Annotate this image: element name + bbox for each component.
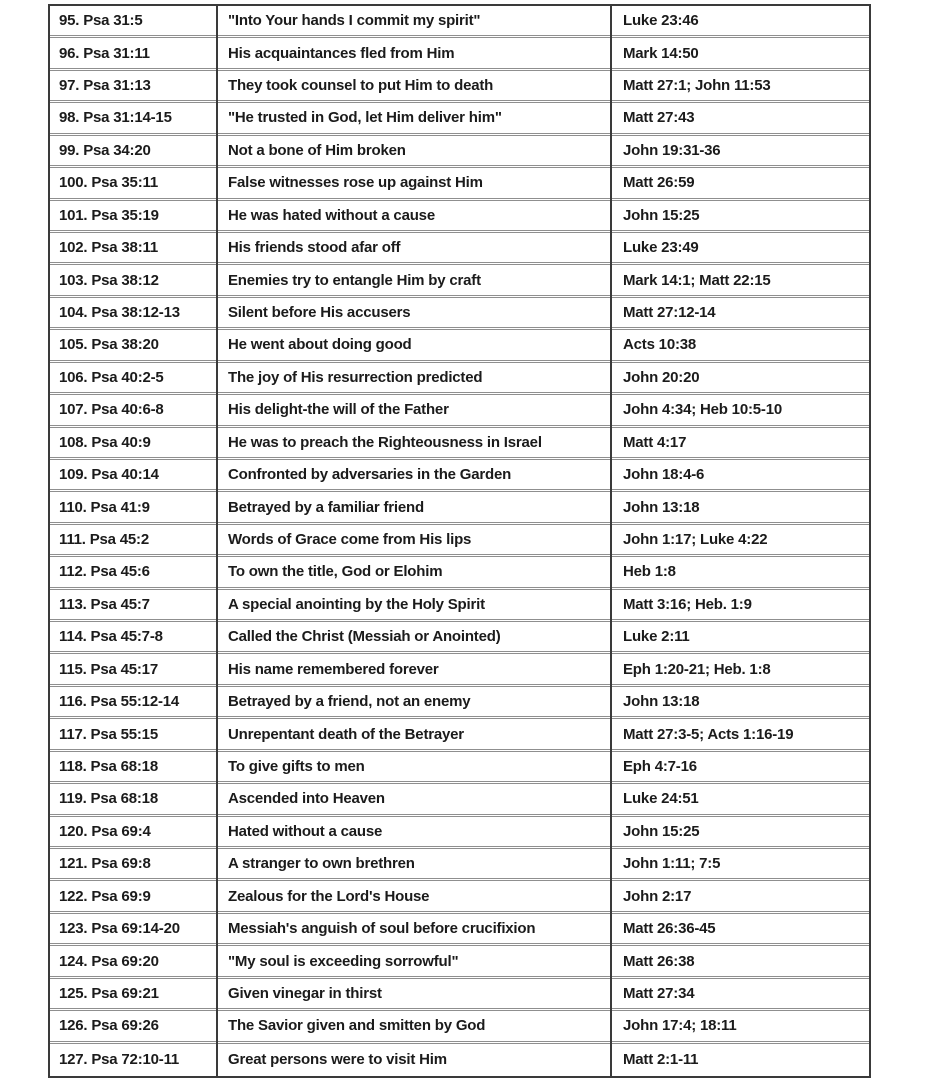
fulfillment-cell: Matt 27:1; John 11:53: [623, 77, 771, 95]
fulfillment-cell: Matt 26:38: [623, 952, 695, 970]
psalm-reference-cell: 108. Psa 40:9: [59, 433, 151, 451]
table-row: [50, 881, 869, 913]
psalm-reference-cell: 124. Psa 69:20: [59, 952, 159, 970]
table-row: [50, 557, 869, 589]
table-row: [50, 136, 869, 168]
prophecy-cell: The Savior given and smitten by God: [228, 1017, 486, 1035]
fulfillment-cell: John 13:18: [623, 498, 700, 516]
fulfillment-cell: John 20:20: [623, 368, 700, 386]
psalm-reference-cell: 114. Psa 45:7-8: [59, 628, 163, 646]
prophecy-cell: "Into Your hands I commit my spirit": [228, 12, 481, 30]
prophecy-cell: Silent before His accusers: [228, 304, 411, 322]
prophecy-cell: "He trusted in God, let Him deliver him": [228, 109, 502, 127]
table-row: [50, 914, 869, 946]
prophecy-cell: False witnesses rose up against Him: [228, 174, 483, 192]
fulfillment-cell: Eph 4:7-16: [623, 757, 697, 775]
prophecy-table-rows: [50, 6, 869, 1076]
table-row: [50, 363, 869, 395]
column-divider-2: [610, 6, 612, 1076]
table-row: [50, 428, 869, 460]
psalm-reference-cell: 122. Psa 69:9: [59, 887, 151, 905]
psalm-reference-cell: 123. Psa 69:14-20: [59, 920, 180, 938]
fulfillment-cell: John 2:17: [623, 887, 692, 905]
psalm-reference-cell: 95. Psa 31:5: [59, 12, 143, 30]
psalm-reference-cell: 117. Psa 55:15: [59, 725, 158, 743]
table-row: [50, 233, 869, 265]
fulfillment-cell: Mark 14:50: [623, 44, 699, 62]
psalm-reference-cell: 111. Psa 45:2: [59, 530, 149, 548]
psalm-reference-cell: 99. Psa 34:20: [59, 141, 151, 159]
table-row: [50, 103, 869, 135]
fulfillment-cell: Matt 4:17: [623, 433, 687, 451]
prophecy-cell: Confronted by adversaries in the Garden: [228, 466, 512, 484]
psalm-reference-cell: 127. Psa 72:10-11: [59, 1051, 180, 1069]
table-row: [50, 752, 869, 784]
table-row: [50, 590, 869, 622]
prophecy-cell: His name remembered forever: [228, 660, 439, 678]
fulfillment-cell: John 15:25: [623, 206, 700, 224]
fulfillment-cell: Matt 27:43: [623, 109, 695, 127]
prophecy-cell: His acquaintances fled from Him: [228, 44, 455, 62]
fulfillment-cell: Matt 3:16; Heb. 1:9: [623, 595, 752, 613]
psalm-reference-cell: 110. Psa 41:9: [59, 498, 150, 516]
psalm-reference-cell: 101. Psa 35:19: [59, 206, 159, 224]
table-row: [50, 395, 869, 427]
psalm-reference-cell: 104. Psa 38:12-13: [59, 304, 180, 322]
table-row: [50, 622, 869, 654]
prophecy-cell: Not a bone of Him broken: [228, 141, 406, 159]
column-divider-1: [216, 6, 218, 1076]
psalm-reference-cell: 109. Psa 40:14: [59, 466, 159, 484]
psalm-reference-cell: 103. Psa 38:12: [59, 271, 159, 289]
table-row: [50, 719, 869, 751]
fulfillment-cell: John 1:11; 7:5: [623, 855, 721, 873]
prophecy-cell: "My soul is exceeding sorrowful": [228, 952, 459, 970]
table-row: [50, 817, 869, 849]
table-row: [50, 298, 869, 330]
prophecy-cell: A stranger to own brethren: [228, 855, 415, 873]
table-row: [50, 460, 869, 492]
table-row: [50, 784, 869, 816]
prophecy-cell: The joy of His resurrection predicted: [228, 368, 483, 386]
table-row: [50, 1044, 869, 1076]
fulfillment-cell: Matt 2:1-11: [623, 1051, 699, 1069]
psalm-reference-cell: 115. Psa 45:17: [59, 660, 158, 678]
fulfillment-cell: Matt 27:3-5; Acts 1:16-19: [623, 725, 794, 743]
psalm-reference-cell: 97. Psa 31:13: [59, 77, 151, 95]
fulfillment-cell: John 17:4; 18:11: [623, 1017, 737, 1035]
prophecy-cell: Words of Grace come from His lips: [228, 530, 472, 548]
table-row: [50, 492, 869, 524]
table-row: [50, 6, 869, 38]
table-row: [50, 1011, 869, 1043]
table-row: [50, 201, 869, 233]
prophecy-cell: A special anointing by the Holy Spirit: [228, 595, 485, 613]
fulfillment-cell: Acts 10:38: [623, 336, 697, 354]
fulfillment-cell: John 4:34; Heb 10:5-10: [623, 401, 782, 419]
prophecy-cell: He went about doing good: [228, 336, 412, 354]
prophecy-cell: Unrepentant death of the Betrayer: [228, 725, 464, 743]
fulfillment-cell: Luke 23:46: [623, 12, 699, 30]
prophecy-cell: To give gifts to men: [228, 757, 365, 775]
table-row: [50, 687, 869, 719]
table-row: [50, 265, 869, 297]
fulfillment-cell: Heb 1:8: [623, 563, 676, 581]
psalm-reference-cell: 119. Psa 68:18: [59, 790, 158, 808]
psalm-reference-cell: 120. Psa 69:4: [59, 822, 151, 840]
fulfillment-cell: Matt 27:12-14: [623, 304, 716, 322]
fulfillment-cell: Matt 26:59: [623, 174, 695, 192]
prophecy-table: [48, 4, 871, 1078]
psalm-reference-cell: 118. Psa 68:18: [59, 757, 158, 775]
fulfillment-cell: Luke 24:51: [623, 790, 699, 808]
psalm-reference-cell: 116. Psa 55:12-14: [59, 693, 180, 711]
fulfillment-cell: John 18:4-6: [623, 466, 705, 484]
psalm-reference-cell: 106. Psa 40:2-5: [59, 368, 164, 386]
prophecy-cell: Betrayed by a friend, not an enemy: [228, 693, 471, 711]
prophecy-cell: Ascended into Heaven: [228, 790, 385, 808]
psalm-reference-cell: 121. Psa 69:8: [59, 855, 151, 873]
prophecy-cell: To own the title, God or Elohim: [228, 563, 443, 581]
psalm-reference-cell: 105. Psa 38:20: [59, 336, 159, 354]
prophecy-cell: He was to preach the Righteousness in Israel: [228, 433, 542, 451]
table-row: [50, 654, 869, 686]
table-row: [50, 849, 869, 881]
psalm-reference-cell: 107. Psa 40:6-8: [59, 401, 164, 419]
psalm-reference-cell: 125. Psa 69:21: [59, 984, 159, 1002]
table-row: [50, 71, 869, 103]
table-row: [50, 979, 869, 1011]
prophecy-cell: Messiah's anguish of soul before crucifixion: [228, 920, 536, 938]
psalm-reference-cell: 112. Psa 45:6: [59, 563, 150, 581]
prophecy-cell: Called the Christ (Messiah or Anointed): [228, 628, 501, 646]
fulfillment-cell: John 19:31-36: [623, 141, 721, 159]
prophecy-cell: Great persons were to visit Him: [228, 1051, 447, 1069]
fulfillment-cell: John 13:18: [623, 693, 700, 711]
table-row: [50, 946, 869, 978]
psalm-reference-cell: 102. Psa 38:11: [59, 239, 158, 257]
fulfillment-cell: Luke 2:11: [623, 628, 690, 646]
psalm-reference-cell: 96. Psa 31:11: [59, 44, 150, 62]
prophecy-cell: Given vinegar in thirst: [228, 984, 382, 1002]
table-row: [50, 525, 869, 557]
prophecy-cell: He was hated without a cause: [228, 206, 435, 224]
psalm-reference-cell: 113. Psa 45:7: [59, 595, 150, 613]
prophecy-cell: Zealous for the Lord's House: [228, 887, 430, 905]
table-row: [50, 330, 869, 362]
prophecy-cell: His friends stood afar off: [228, 239, 401, 257]
fulfillment-cell: Mark 14:1; Matt 22:15: [623, 271, 771, 289]
fulfillment-cell: Matt 27:34: [623, 984, 695, 1002]
prophecy-cell: His delight-the will of the Father: [228, 401, 449, 419]
table-row: [50, 168, 869, 200]
fulfillment-cell: Matt 26:36-45: [623, 920, 716, 938]
fulfillment-cell: Luke 23:49: [623, 239, 699, 257]
fulfillment-cell: Eph 1:20-21; Heb. 1:8: [623, 660, 771, 678]
prophecy-cell: Hated without a cause: [228, 822, 383, 840]
table-row: [50, 38, 869, 70]
fulfillment-cell: John 1:17; Luke 4:22: [623, 530, 768, 548]
fulfillment-cell: John 15:25: [623, 822, 700, 840]
prophecy-cell: Betrayed by a familiar friend: [228, 498, 424, 516]
psalm-reference-cell: 98. Psa 31:14-15: [59, 109, 172, 127]
prophecy-cell: They took counsel to put Him to death: [228, 77, 494, 95]
psalm-reference-cell: 100. Psa 35:11: [59, 174, 158, 192]
prophecy-cell: Enemies try to entangle Him by craft: [228, 271, 481, 289]
psalm-reference-cell: 126. Psa 69:26: [59, 1017, 159, 1035]
